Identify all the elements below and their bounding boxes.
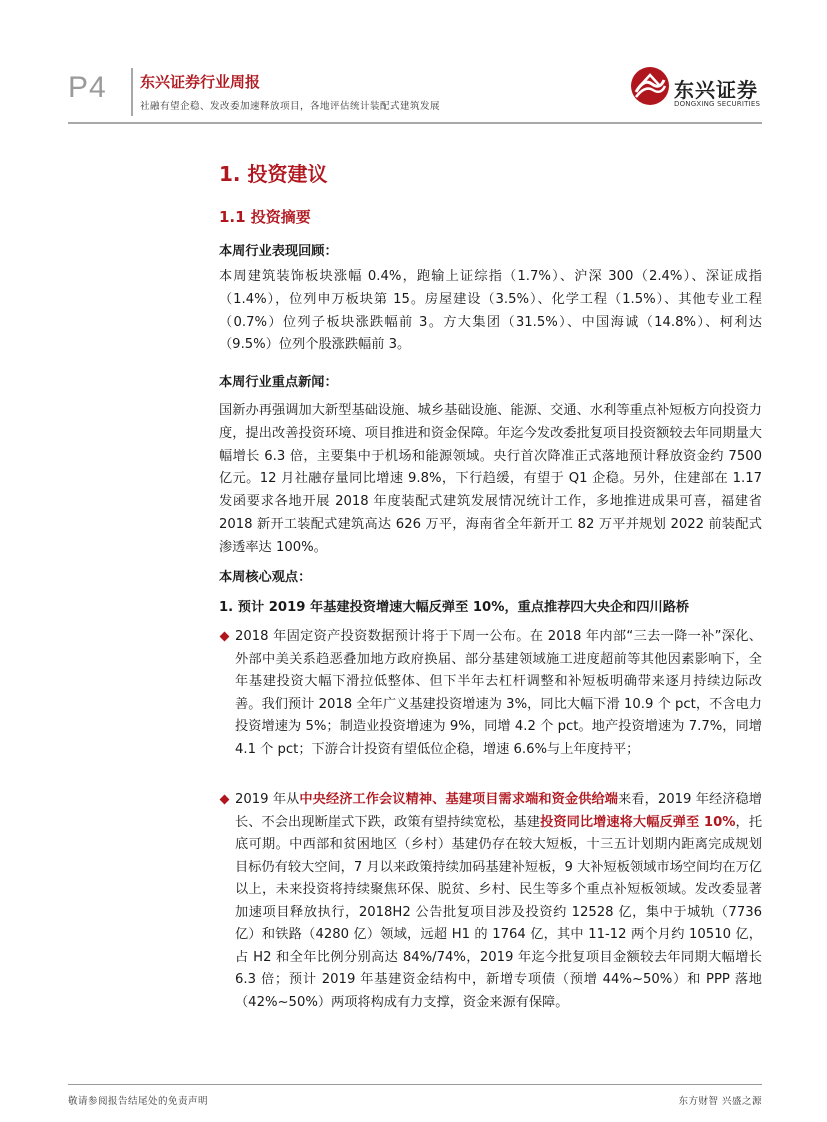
bullet-item (221, 626, 762, 761)
report-title: 东兴证券行业周报 (140, 73, 261, 91)
bullet-diamond-icon (220, 795, 230, 805)
section-heading: 1. 投资建议 (219, 162, 328, 186)
bullet-text-part: ，托底可期。中西部和贫困地区（乡村）基建仍存在较大短板，十三五计划期内距离完成规划目标仍有较大空间，7 月以来政策持续加码基建补短板，9 大补短板领域市场空间均在万亿以上，未来投资将持续聚焦环保、脱贫、乡村、民生等多个重点补短板领域。发改委显著加速项目释放执行，2018H2 公告批复项目涉及投资约 12528 亿，集中于城轨（7736 亿）和铁路（4280 亿）领域，远超 H1 的 1764 亿，其中 11-12 两个月约 10510 亿，占 H2 和全年比例分别高达 84%/74%，2019 年迄今批复项目金额较去年同期大幅增长 6.3 倍；预计 2019 年基建资金结构中，新增专项债（预增 44%~50%）和 PPP 落地（42%~50%）两项将构成有力支撑，资金来源有保障。 (235, 814, 763, 1010)
news-paragraph: 国新办再强调加大新型基础设施、城乡基础设施、能源、交通、水利等重点补短板方向投资力度，提出改善投资环境、项目推进和资金保障。年迄今发改委批复项目投资额较去年同期量大幅增长 6.3 倍，主要集中于机场和能源领域。央行首次降准正式落地预计释放资金约 7500 亿元。12 月社融存量同比增速 9.8%，下行趋缓，有望于 Q1 企稳。另外，住建部在 1.17 发函要求各地开展 2018 年度装配式建筑发展情况统计工作，多地推进成果可喜，福建省 2018 新开工装配式建筑高达 626 万平，海南省全年新开工 82 万平并规划 2022 前装配式渗透率达 100%。 (219, 403, 762, 555)
bullet-text (235, 789, 762, 1014)
subsection-heading: 1.1 投资摘要 (219, 208, 311, 226)
page-number: P4 (68, 71, 107, 104)
logo-mark-icon (630, 66, 670, 106)
logo-english-name: DONGXING SECURITIES (674, 100, 761, 108)
company-logo (630, 66, 770, 114)
highlight-text: 中央经济工作会议精神、基建项目需求端和资金供给端 (299, 792, 619, 807)
review-paragraph: 本周建筑装饰板块涨幅 0.4%，跑输上证综指（1.7%）、沪深 300（2.4%）、深证成指（1.4%），位列申万板块第 15。房屋建设（3.5%）、化学工程（1.5%）、其他专业工程（0.7%）位列子板块涨跌幅前 3。方大集团（31.5%）、中国海诚（14.8%）、柯利达（9.5%）位列个股涨跌幅前 3。 (219, 269, 762, 353)
bullet-text-part: 2019 年从 (235, 792, 300, 807)
disclaimer-note: 敬请参阅报告结尾处的免责声明 (68, 1096, 209, 1107)
bullet-diamond-icon (220, 632, 230, 642)
key-point-1: 1. 预计 2019 年基建投资增速大幅反弹至 10%，重点推荐四大央企和四川路桥 (219, 600, 690, 615)
footer-rule (68, 1084, 762, 1085)
bullet-item (221, 789, 762, 1014)
news-label: 本周行业重点新闻： (219, 375, 338, 390)
report-subtitle: 社融有望企稳、发改委加速释放项目，各地评估统计装配式建筑发展 (140, 101, 441, 112)
header-rule (68, 122, 762, 124)
logo-chinese-name: 东兴证券 (674, 78, 758, 102)
highlight-text: 投资同比增速将大幅反弹至 10% (540, 814, 736, 830)
header-separator (131, 68, 133, 116)
bullet-text: 2018 年固定资产投资数据预计将于下周一公布。在 2018 年内部“三去一降一补”深化、外部中美关系趋恶叠加地方政府换届、部分基建领域施工进度超前等其他因素影响下，全年基建投资大幅下滑拉低整体、但下半年去杠杆调整和补短板明确带来逐月持续边际改善。我们预计 2018 全年广义基建投资增速为 3%，同比大幅下滑 10.9 个 pct，不含电力投资增速为 5%；制造业投资增速为 9%，同增 4.2 个 pct。地产投资增速为 7.7%，同增 4.1 个 pct；下游合计投资有望低位企稳，增速 6.6%与上年度持平； (235, 629, 762, 757)
bullet-text-part: 来看，2019 年经济稳增长、不会出现断崖式下跌，政策有望持续宽松，基建 (235, 792, 762, 830)
views-label: 本周核心观点： (219, 570, 312, 585)
review-label: 本周行业表现回顾： (219, 244, 338, 259)
footer-slogan: 东方财智 兴盛之源 (678, 1096, 762, 1107)
